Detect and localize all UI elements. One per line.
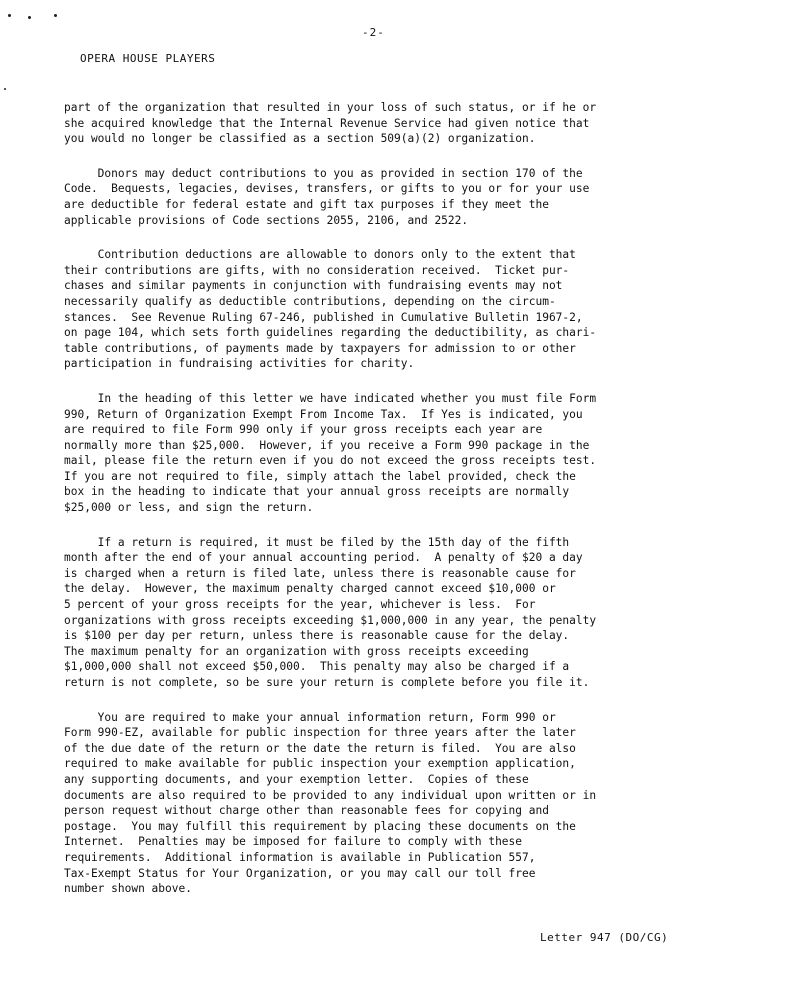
text-line: postage. You may fulfill this requirement by placing these documents on the	[64, 819, 576, 833]
scan-speck	[8, 14, 11, 17]
scan-speck	[4, 88, 6, 90]
text-line: number shown above.	[64, 882, 192, 896]
text-line: any supporting documents, and your exemption letter. Copies of these	[64, 772, 529, 786]
text-line: 5 percent of your gross receipts for the year, whichever is less. For	[64, 598, 536, 612]
text-line: If you are not required to file, simply attach the label provided, check the	[64, 469, 576, 483]
text-line: Internet. Penalties may be imposed for failure to comply with these	[64, 835, 523, 849]
text-line: she acquired knowledge that the Internal Revenue Service had given notice that	[64, 116, 590, 130]
text-line: normally more than $25,000. However, if you receive a Form 990 package in the	[64, 438, 590, 452]
paragraph	[64, 166, 714, 228]
text-line: box in the heading to indicate that your annual gross receipts are normally	[64, 485, 570, 499]
text-line: month after the end of your annual accounting period. A penalty of $20 a day	[64, 551, 583, 565]
text-line: Contribution deductions are allowable to donors only to the extent that	[64, 248, 576, 262]
text-line: $1,000,000 shall not exceed $50,000. This penalty may also be charged if a	[64, 660, 570, 674]
paragraph	[64, 247, 714, 372]
text-line: are deductible for federal estate and gift tax purposes if they meet the	[64, 197, 549, 211]
text-line: chases and similar payments in conjunction with fundraising events may not	[64, 279, 563, 293]
text-line: 990, Return of Organization Exempt From Income Tax. If Yes is indicated, you	[64, 407, 583, 421]
text-line: Donors may deduct contributions to you as provided in section 170 of the	[64, 166, 583, 180]
text-line: part of the organization that resulted in your loss of such status, or if he or	[64, 101, 597, 114]
text-line: are required to file Form 990 only if your gross receipts each year are	[64, 423, 543, 437]
text-line: required to make available for public inspection your exemption application,	[64, 757, 576, 771]
letter-reference: Letter 947 (DO/CG)	[540, 931, 669, 944]
text-line: participation in fundraising activities for charity.	[64, 357, 415, 371]
text-line: stances. See Revenue Ruling 67-246, published in Cumulative Bulletin 1967-2,	[64, 310, 583, 324]
text-line: documents are also required to be provided to any individual upon written or in	[64, 788, 597, 802]
paragraph	[64, 535, 714, 691]
text-line: necessarily qualify as deductible contributions, depending on the circum-	[64, 294, 556, 308]
text-line: requirements. Additional information is available in Publication 557,	[64, 850, 536, 864]
text-line: Code. Bequests, legacies, devises, transfers, or gifts to you or for your use	[64, 182, 590, 196]
organization-name: OPERA HOUSE PLAYERS	[80, 52, 216, 65]
text-line: person request without charge other than reasonable fees for copying and	[64, 804, 549, 818]
text-line: their contributions are gifts, with no consideration received. Ticket pur-	[64, 263, 570, 277]
text-line: applicable provisions of Code sections 2055, 2106, and 2522.	[64, 213, 469, 227]
letter-body	[64, 100, 714, 916]
text-line: return is not complete, so be sure your return is complete before you file it.	[64, 676, 590, 689]
text-line: The maximum penalty for an organization with gross receipts exceeding	[64, 644, 529, 658]
page-number: -2-	[362, 26, 385, 39]
text-line: is charged when a return is filed late, unless there is reasonable cause for	[64, 566, 576, 580]
text-line: If a return is required, it must be filed by the 15th day of the fifth	[64, 535, 570, 549]
text-line: Form 990-EZ, available for public inspection for three years after the later	[64, 726, 576, 740]
text-line: you would no longer be classified as a section 509(a)(2) organization.	[64, 132, 536, 146]
text-line: In the heading of this letter we have indicated whether you must file Form	[64, 391, 597, 405]
paragraph	[64, 710, 714, 897]
scan-speck	[28, 16, 31, 19]
scan-speck	[54, 14, 57, 17]
text-line: $25,000 or less, and sign the return.	[64, 501, 314, 515]
text-line: on page 104, which sets forth guidelines regarding the deductibility, as chari-	[64, 326, 597, 340]
text-line: mail, please file the return even if you do not exceed the gross receipts test.	[64, 454, 597, 468]
text-line: of the due date of the return or the date the return is filed. You are also	[64, 741, 576, 755]
text-line: the delay. However, the maximum penalty charged cannot exceed $10,000 or	[64, 582, 556, 596]
paragraph	[64, 100, 714, 147]
paragraph	[64, 391, 714, 516]
text-line: organizations with gross receipts exceeding $1,000,000 in any year, the penalty	[64, 613, 597, 627]
text-line: Tax-Exempt Status for Your Organization, or you may call our toll free	[64, 866, 536, 880]
text-line: You are required to make your annual information return, Form 990 or	[64, 710, 556, 724]
text-line: table contributions, of payments made by taxpayers for admission to or other	[64, 341, 576, 355]
text-line: is $100 per day per return, unless there is reasonable cause for the delay.	[64, 629, 570, 643]
